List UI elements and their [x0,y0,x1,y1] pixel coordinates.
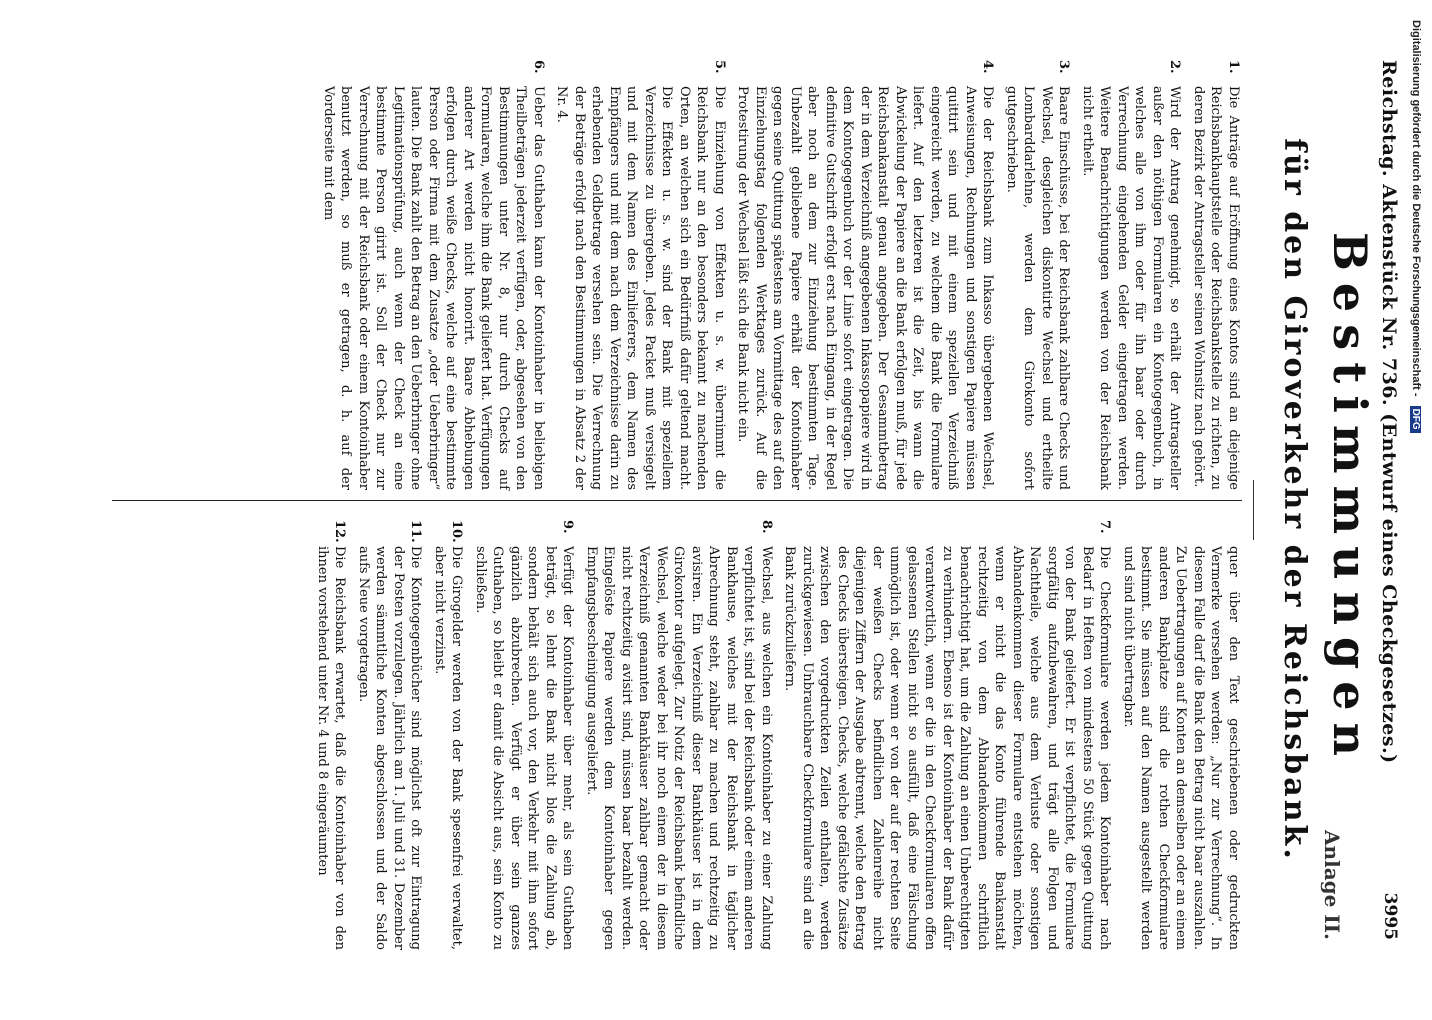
document-title: Bestimmungen [1323,232,1377,768]
digitization-note: Digitalisierung gefördert durch die Deutsche Forschungsgemeinschaft - [1410,20,1422,397]
document-subtitle: für den Giroverkehr der Reichsbank. [1277,138,1312,862]
paragraph: 12. Die Reichsbank erwartet, daß die Kontoinhaber von den ihnen vorstehend unter Nr. 4 und 8 eingeräumten [315,520,348,950]
paragraph: 9. Verfügt der Kontoinhaber über mehr, als sein Guthaben beträgt, so lehnt die Bank nicht blos die Zahlung ab, sondern behält sich auch vor, den Verkehr mit ihm sofort gänzlich abzubrechen. Verfügt er über sein ganzes Guthaben, so bleibt er damit die Absicht aus, sein Konto zu schließen. [473,520,576,950]
left-column [314,60,1243,490]
paragraph: quer über den Text geschriebenen oder gedruckten Vermerke versehen werden: „Nur zur Verrechnung“. In diesem Falle darf die Bank den Betrag nicht baar auszahlen. Zu Uebertragungen auf Konten an demselben oder an einem anderen Bankplatze sind die rothen Checkformulare bestimmt. Sie müssen auf den Namen ausgestellt werden und sind nicht übertragbar. [1121,546,1241,950]
paragraph: 10. Die Girogelder werden von der Bank spesenfrei verwaltet, aber nicht verzinst. [432,520,465,950]
document-page [52,0,1432,1000]
right-column [308,520,1243,950]
paragraph: 6. Ueber das Guthaben kann der Kontoinhaber in beliebigen Theilbeträgen jederzeit verfügen, oder, abgesehen von den Bestimmungen unter Nr. 8, nur durch Checks auf Formularen, welche ihm die Bank geliefert hat. Verfügungen anderer Art werden nicht honorirt. Baare Abhebungen erfolgen durch weiße Checks, welche auf eine bestimmte Person oder Firma mit dem Zusatze „oder Ueberbringer“ lauten. Die Bank zahlt den Betrag an den Ueberbringer ohne Legitimationsprüfung, auch wenn der Check an eine bestimmte Person girirt ist. Soll der Check nur zur Verrechnung mit der Reichsbank oder einem Kontoinhaber benutzt werden, so muß er getragen, d. h. auf der Vorderseite mit dem [321,60,546,490]
page-number: 3995 [1380,892,1400,940]
column-divider [112,500,1242,501]
paragraph: 8. Wechsel, aus welchen ein Kontoinhaber zu einer Zahlung verpflichtet ist, sind bei der Reichsbank oder einem anderen Bankhause, welches mit der Reichsbank in täglicher Abrechnung steht, zahlbar zu machen und rechtzeitig zu avisiren. Ein Verzeichniß dieser Bankhäuser ist in dem Girokontor aufgelegt. Zur Notiz der Reichsbank befindliche Wechsel, welche weder bei ihr noch einem der in diesem Verzeichniß genannten Bankhäuser zahlbar gemacht oder nicht rechtzeitig avisirt sind, müssen baar bezahlt werden. Eingelöste Papiere werden dem Kontoinhaber gegen Empfangsbescheinigung ausgeliefert. [584,520,774,950]
running-header: Reichstag. Aktenstück Nr. 736. (Entwurf eines Checkgesetzes.) [1378,60,1400,764]
title-rule [1253,480,1254,540]
paragraph: 4. Die der Reichsbank zum Inkasso übergebenen Wechsel, Anweisungen, Rechnungen und sonstigen Papiere müssen quittirt sein und mit einem speziellen Verzeichniß eingereicht werden, zu welchem die Bank die Formulare liefert. Auf den letzteren ist die Zeit, bis wann die Abwickelung der Papiere an die Bank erfolgen muß, für jede Reichsbankanstalt genau angegeben. Der Gesammtbetrag der in dem Verzeichniß angegebenen Inkassopapiere wird in dem Kontogegenbuch vor der Linie sofort eingetragen. Die definitive Gutschrift erfolgt erst nach Eingang, in der Regel aber noch an dem zur Einziehung bestimmten Tage. Unbezahlt gebliebene Papiere erhält der Kontoinhaber gegen seine Quittung spätestens am Vormittage des auf den Einziehungstag folgenden Werktages zurück. Auf die Protestirung der Wechsel läßt sich die Bank nicht ein. [735,60,996,490]
digitization-strip [1402,0,1432,1000]
paragraph: 3. Baare Einschüsse, bei der Reichsbank zahlbare Checks und Wechsel, desgleichen diskontirte Wechsel und ertheilte Lombarddarlehne, werden dem Girokonto sofort gutgeschrieben. [1004,60,1072,490]
paragraph: 7. Die Checkformulare werden jedem Kontoinhaber nach Bedarf in Heften von mindestens 50 Stück gegen Quittung von der Bank geliefert. Er ist verpflichtet, die Formulare sorgfältig aufzubewahren, und trägt alle Folgen und Nachtheile, welche aus dem Verluste oder sonstigen Abhandenkommen dieser Formulare entstehen möchten, wenn er nicht die das Konto führende Bankanstalt rechtzeitig von dem Abhandenkommen schriftlich benachrichtigt hat, um die Zahlung an einen Unberechtigten zu verhindern. Ebenso ist der Kontoinhaber der Bank dafür verantwortlich, wenn er die in den Checkformularen offen gelassenen Stellen nicht so ausfüllt, daß eine Fälschung unmöglich ist, oder wenn er von der auf der rechten Seite der weißen Checks befindlichen Zahlenreihe nicht diejenigen Ziffern der Ausgabe abtrennt, welche den Betrag des Checks übersteigen. Checks, welche gefälschte Zusätze zwischen den vorgedruckten Zeilen enthalten, werden zurückgewiesen. Unbrauchbare Checkformulare sind an die Bank zurückzuliefern. [782,520,1113,950]
paragraph: 11. Die Kontogegenbücher sind möglichst oft zur Eintragung der Posten vorzulegen. Jährlich am 1. Juli und 31. Dezember werden sämmtliche Konten abgeschlossen und der Saldo aufs Neue vorgetragen. [356,520,424,950]
paragraph: 5. Die Einziehung von Effekten u. s. w. übernimmt die Reichsbank nur an den besonders bekannt zu machenden Orten, an welchen sich ein Bedürfniß dafür geltend macht. Die Effekten u. s. w. sind der Bank mit speziellem Verzeichnisse zu übergeben. Jedes Packet muß versiegelt und mit dem Namen des Einlieferers, dem Namen des Empfängers und mit dem nach dem Verzeichnisse darin zu erhebenden Geldbetrage versehen sein. Die Verrechnung der Beträge erfolgt nach den Bestimmungen in Absatz 2 der Nr. 4. [554,60,727,490]
paragraph: 2. Wird der Antrag genehmigt, so erhält der Antragsteller außer den nöthigen Formularen ein Kontogegenbuch, in welches alle von ihm oder für ihn baar oder durch Verrechnung eingehenden Gelder eingetragen werden. Weitere Benachrichtigungen werden von der Reichsbank nicht ertheilt. [1080,60,1183,490]
anlage-label: Anlage II. [1320,830,1344,940]
dfg-logo: DFG [1410,406,1421,433]
paragraph: 1. Die Anträge auf Eröffnung eines Kontos sind an diejenige Reichsbankhauptstelle oder Reichsbankstelle zu richten, zu deren Bezirk der Antragsteller seinen Wohnsitz nach gehört. [1191,60,1241,490]
